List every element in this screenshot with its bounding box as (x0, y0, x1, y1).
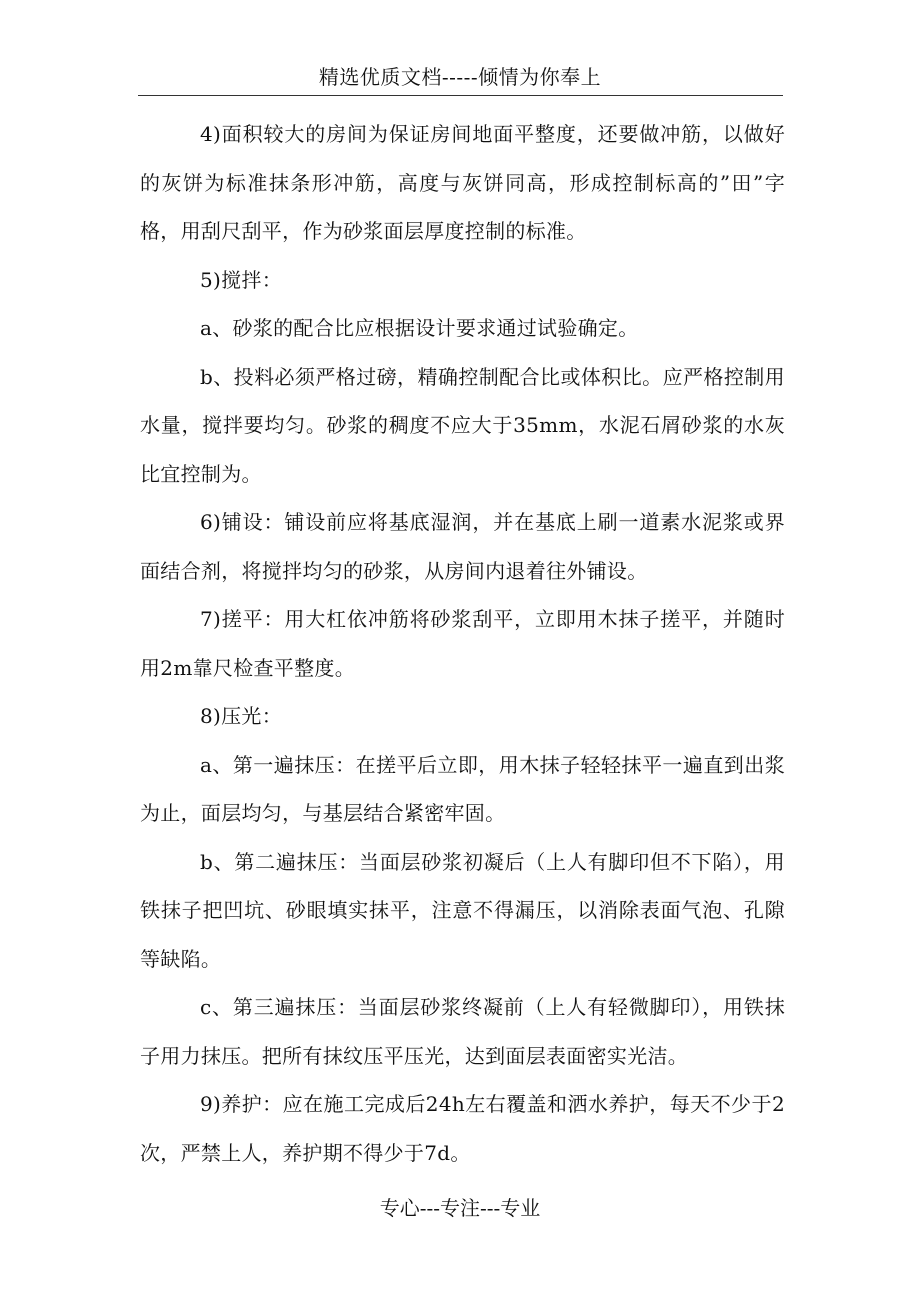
paragraph-step-7-leveling: 7)搓平：用大杠依冲筋将砂浆刮平，立即用木抹子搓平，并随时用2m靠尺检查平整度。 (140, 607, 785, 680)
paragraph-step-5-mixing-heading: 5)搅拌： (200, 267, 283, 292)
header-divider (138, 95, 783, 96)
paragraph-step-5a-mix-ratio: a、砂浆的配合比应根据设计要求通过试验确定。 (200, 316, 639, 340)
paragraph-step-8-troweling-heading: 8)压光： (200, 704, 283, 728)
paragraph-step-4-screeding: 4)面积较大的房间为保证房间地面平整度，还要做冲筋，以做好的灰饼为标准抹条形冲筋，高度与灰饼同高，形成控制标高的”田”字格，用刮尺刮平，作为砂浆面层厚度控制的标准。 (140, 122, 785, 243)
paragraph-step-9-curing: 9)养护：应在施工完成后24h左右覆盖和洒水养护，每天不少于2次，严禁上人，养护期不得少于7d。 (140, 1092, 785, 1165)
paragraph-step-8c-third-pass: c、第三遍抹压：当面层砂浆终凝前（上人有轻微脚印），用铁抹子用力抹压。把所有抹纹压平压光，达到面层表面密实光洁。 (140, 995, 785, 1068)
paragraph-step-5b-batching: b、投料必须严格过磅，精确控制配合比或体积比。应严格控制用水量，搅拌要均匀。砂浆的稠度不应大于35mm，水泥石屑砂浆的水灰比宜控制为。 (140, 364, 785, 486)
paragraph-step-6-laying: 6)铺设：铺设前应将基底湿润，并在基底上刷一道素水泥浆或界面结合剂，将搅拌均匀的砂浆，从房间内退着往外铺设。 (140, 510, 785, 583)
paragraph-step-8b-second-pass: b、第二遍抹压：当面层砂浆初凝后（上人有脚印但不下陷），用铁抹子把凹坑、砂眼填实抹平，注意不得漏压，以消除表面气泡、孔隙等缺陷。 (140, 849, 785, 971)
page-footer: 专心---专注---专业 (379, 1196, 541, 1220)
paragraph-step-8a-first-pass: a、第一遍抹压：在搓平后立即，用木抹子轻轻抹平一遍直到出浆为止，面层均匀，与基层结合紧密牢固。 (140, 752, 785, 825)
page-header: 精选优质文档-----倾情为你奉上 (318, 65, 602, 89)
document-body (140, 110, 785, 1177)
